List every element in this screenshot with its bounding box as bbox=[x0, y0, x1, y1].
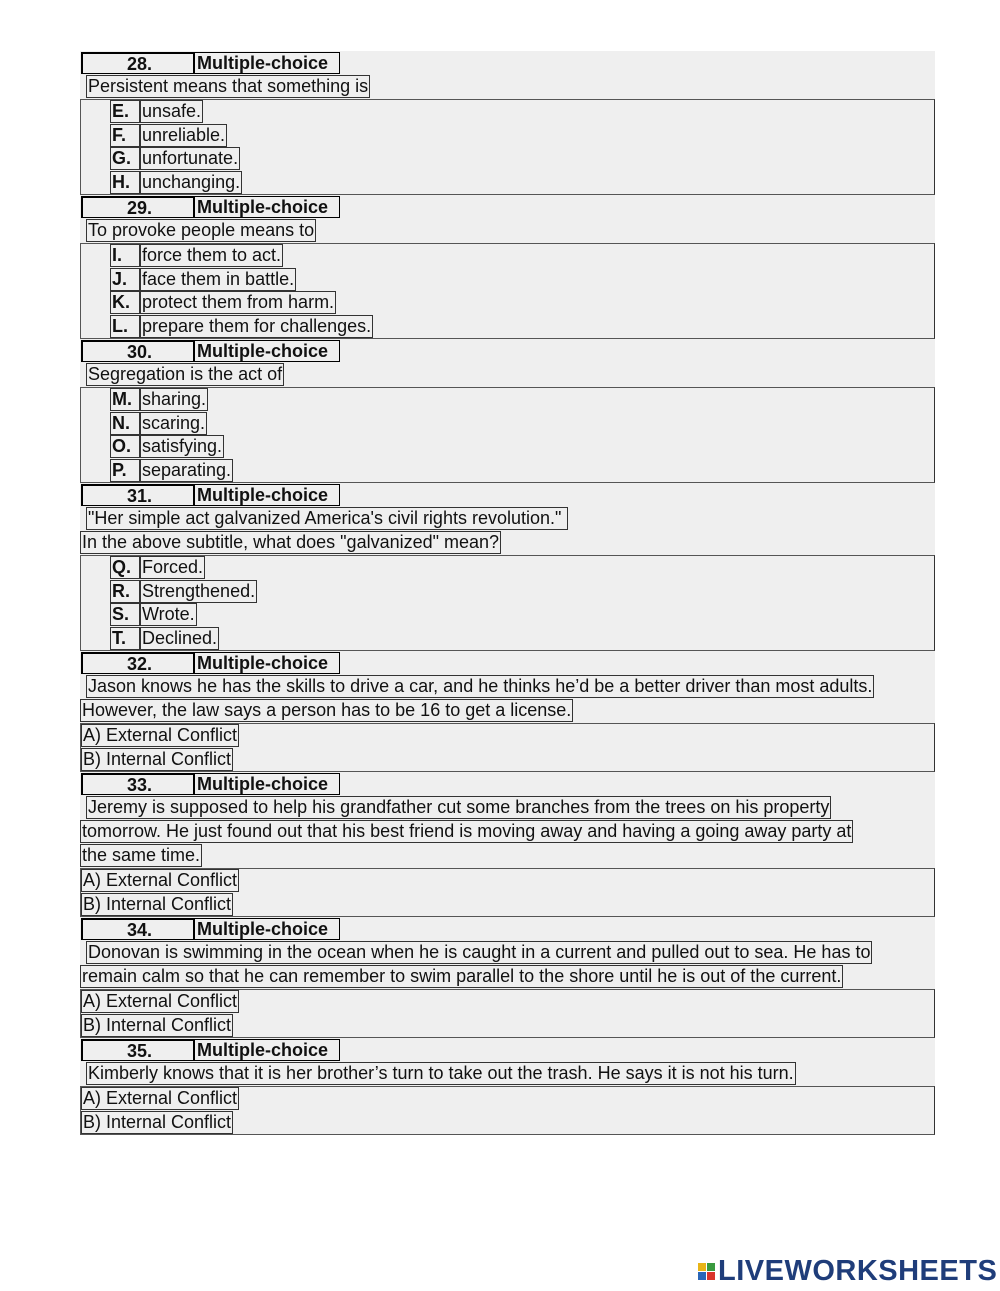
question bbox=[80, 1038, 935, 1135]
option-text: B) Internal Conflict bbox=[83, 1111, 232, 1132]
answer-option[interactable] bbox=[81, 388, 934, 412]
answer-options bbox=[80, 387, 935, 483]
option-letter: I. bbox=[110, 244, 140, 267]
question-number: 34. bbox=[127, 920, 153, 940]
question-stem-text: In the above subtitle, what does "galvanized" mean? bbox=[82, 532, 500, 552]
question-stem-text: However, the law says a person has to be 16 to get a license. bbox=[82, 700, 572, 720]
question-type: Multiple-choice bbox=[194, 484, 340, 506]
logo-block bbox=[707, 1272, 715, 1280]
question-number: 30. bbox=[127, 342, 153, 362]
option-letter: G. bbox=[110, 147, 140, 170]
answer-options bbox=[80, 99, 935, 195]
option-text: unsafe. bbox=[142, 101, 202, 121]
option-letter: J. bbox=[110, 268, 140, 291]
question bbox=[80, 195, 935, 339]
option-text: sharing. bbox=[142, 389, 207, 409]
option-text: B) Internal Conflict bbox=[83, 1014, 232, 1035]
question-stem-line bbox=[80, 219, 935, 243]
question-header bbox=[80, 195, 935, 219]
option-letter: N. bbox=[110, 412, 140, 435]
liveworksheets-logo bbox=[698, 1254, 998, 1287]
option-letter: Q. bbox=[110, 556, 140, 579]
question-number: 31. bbox=[127, 486, 153, 506]
option-text: A) External Conflict bbox=[83, 991, 238, 1011]
answer-option[interactable] bbox=[81, 291, 934, 315]
question-number: 33. bbox=[127, 775, 153, 795]
question-stem-line bbox=[80, 363, 935, 387]
answer-option[interactable] bbox=[81, 990, 934, 1014]
answer-option[interactable] bbox=[81, 556, 934, 580]
question-stem-text: Persistent means that something is bbox=[88, 76, 369, 96]
question-type: Multiple-choice bbox=[194, 918, 340, 940]
answer-option[interactable] bbox=[81, 435, 934, 459]
question-type: Multiple-choice bbox=[194, 652, 340, 674]
answer-option[interactable] bbox=[81, 147, 934, 171]
question bbox=[80, 917, 935, 1038]
question-stem-text: Kimberly knows that it is her brother’s turn to take out the trash. He says it is not his turn. bbox=[88, 1063, 794, 1083]
option-text: Strengthened. bbox=[142, 580, 256, 601]
option-letter: K. bbox=[110, 291, 140, 314]
answer-option[interactable] bbox=[81, 171, 934, 195]
option-letter: T. bbox=[110, 627, 140, 650]
option-text: satisfying. bbox=[142, 436, 223, 456]
option-letter: F. bbox=[110, 124, 140, 147]
answer-option[interactable] bbox=[81, 244, 934, 268]
question-stem-text: Segregation is the act of bbox=[88, 364, 283, 384]
answer-option[interactable] bbox=[81, 268, 934, 292]
answer-option[interactable] bbox=[81, 748, 934, 772]
logo-block bbox=[698, 1272, 706, 1280]
question-header bbox=[80, 51, 935, 75]
option-letter: S. bbox=[110, 603, 140, 626]
question-stem-line bbox=[80, 844, 935, 868]
answer-options bbox=[80, 989, 935, 1038]
answer-blank[interactable] bbox=[81, 773, 194, 795]
option-text: Forced. bbox=[142, 557, 204, 577]
option-text: prepare them for challenges. bbox=[142, 315, 372, 336]
answer-blank[interactable] bbox=[81, 1039, 194, 1061]
logo-block bbox=[698, 1263, 706, 1271]
option-text: A) External Conflict bbox=[83, 725, 238, 745]
option-text: unchanging. bbox=[142, 171, 241, 192]
option-text: scaring. bbox=[142, 412, 206, 433]
answer-options bbox=[80, 868, 935, 917]
option-text: face them in battle. bbox=[142, 268, 295, 289]
answer-blank[interactable] bbox=[81, 652, 194, 674]
logo-block bbox=[707, 1263, 715, 1271]
question-stem-text: tomorrow. He just found out that his best friend is moving away and having a going away party at bbox=[82, 821, 852, 841]
question-header bbox=[80, 339, 935, 363]
answer-options bbox=[80, 243, 935, 339]
option-letter: E. bbox=[110, 100, 140, 123]
question-number: 29. bbox=[127, 198, 153, 218]
question-stem-line bbox=[80, 675, 935, 699]
question-type: Multiple-choice bbox=[194, 196, 340, 218]
logo-text: LIVEWORKSHEETS bbox=[718, 1254, 998, 1287]
answer-option[interactable] bbox=[81, 459, 934, 483]
question-stem-text: "Her simple act galvanized America's civil rights revolution." bbox=[86, 507, 568, 530]
answer-option[interactable] bbox=[81, 627, 934, 651]
answer-option[interactable] bbox=[81, 1014, 934, 1038]
logo-blocks-icon bbox=[698, 1263, 715, 1280]
answer-option[interactable] bbox=[81, 412, 934, 436]
question-stem-text: Jason knows he has the skills to drive a car, and he thinks he’d be a better driver than most adults. bbox=[88, 676, 873, 696]
question-stem-line bbox=[80, 796, 935, 820]
question bbox=[80, 483, 935, 651]
question-stem-line bbox=[80, 699, 935, 723]
question bbox=[80, 772, 935, 917]
question-stem-text: Donovan is swimming in the ocean when he is caught in a current and pulled out to sea. He has to bbox=[88, 942, 871, 962]
option-text: B) Internal Conflict bbox=[83, 893, 232, 914]
question-stem-text: Jeremy is supposed to help his grandfather cut some branches from the trees on his property bbox=[88, 797, 830, 817]
question bbox=[80, 51, 935, 195]
question-number: 35. bbox=[127, 1041, 153, 1061]
question-header bbox=[80, 772, 935, 796]
option-text: B) Internal Conflict bbox=[83, 748, 232, 769]
question-header bbox=[80, 1038, 935, 1062]
question-header bbox=[80, 483, 935, 507]
option-text: unfortunate. bbox=[142, 148, 239, 168]
question-stem-line bbox=[80, 820, 935, 844]
question-stem-text: To provoke people means to bbox=[88, 220, 315, 240]
worksheet bbox=[80, 51, 935, 1132]
option-letter: H. bbox=[110, 171, 140, 194]
answer-options bbox=[80, 723, 935, 772]
option-letter: L. bbox=[110, 315, 140, 338]
answer-option[interactable] bbox=[81, 1111, 934, 1135]
option-text: force them to act. bbox=[142, 245, 282, 265]
option-letter: O. bbox=[110, 435, 140, 458]
question-header bbox=[80, 651, 935, 675]
question-stem-text: remain calm so that he can remember to swim parallel to the shore until he is out of the current. bbox=[82, 966, 842, 986]
answer-option[interactable] bbox=[81, 724, 934, 748]
answer-options bbox=[80, 1086, 935, 1135]
answer-blank[interactable] bbox=[81, 340, 194, 362]
question-stem-line bbox=[80, 507, 935, 531]
answer-blank[interactable] bbox=[81, 52, 194, 74]
option-text: unreliable. bbox=[142, 124, 226, 145]
question-stem-line bbox=[80, 75, 935, 99]
option-letter: R. bbox=[110, 580, 140, 603]
answer-option[interactable] bbox=[81, 124, 934, 148]
question bbox=[80, 651, 935, 772]
answer-blank[interactable] bbox=[81, 484, 194, 506]
option-text: protect them from harm. bbox=[142, 292, 335, 312]
question-stem-line bbox=[80, 965, 935, 989]
question-number: 32. bbox=[127, 654, 153, 674]
answer-option[interactable] bbox=[81, 1087, 934, 1111]
question-number: 28. bbox=[127, 54, 153, 74]
question-stem-line bbox=[80, 1062, 935, 1086]
option-text: A) External Conflict bbox=[83, 1088, 238, 1108]
question-stem-text: the same time. bbox=[82, 845, 201, 865]
question-stem-line bbox=[80, 531, 935, 555]
option-text: separating. bbox=[142, 459, 232, 480]
answer-option[interactable] bbox=[81, 100, 934, 124]
answer-option[interactable] bbox=[81, 315, 934, 339]
answer-blank[interactable] bbox=[81, 196, 194, 218]
option-text: A) External Conflict bbox=[83, 870, 238, 890]
question-type: Multiple-choice bbox=[194, 1039, 340, 1061]
question-stem-line bbox=[80, 941, 935, 965]
question-type: Multiple-choice bbox=[194, 340, 340, 362]
question-header bbox=[80, 917, 935, 941]
option-text: Wrote. bbox=[142, 604, 195, 624]
option-text: Declined. bbox=[142, 627, 218, 648]
question-type: Multiple-choice bbox=[194, 52, 340, 74]
answer-option[interactable] bbox=[81, 580, 934, 604]
option-letter: M. bbox=[110, 388, 140, 411]
answer-options bbox=[80, 555, 935, 651]
answer-option[interactable] bbox=[81, 869, 934, 893]
answer-blank[interactable] bbox=[81, 918, 194, 940]
question-type: Multiple-choice bbox=[194, 773, 340, 795]
answer-option[interactable] bbox=[81, 893, 934, 917]
question bbox=[80, 339, 935, 483]
option-letter: P. bbox=[110, 459, 140, 482]
answer-option[interactable] bbox=[81, 603, 934, 627]
